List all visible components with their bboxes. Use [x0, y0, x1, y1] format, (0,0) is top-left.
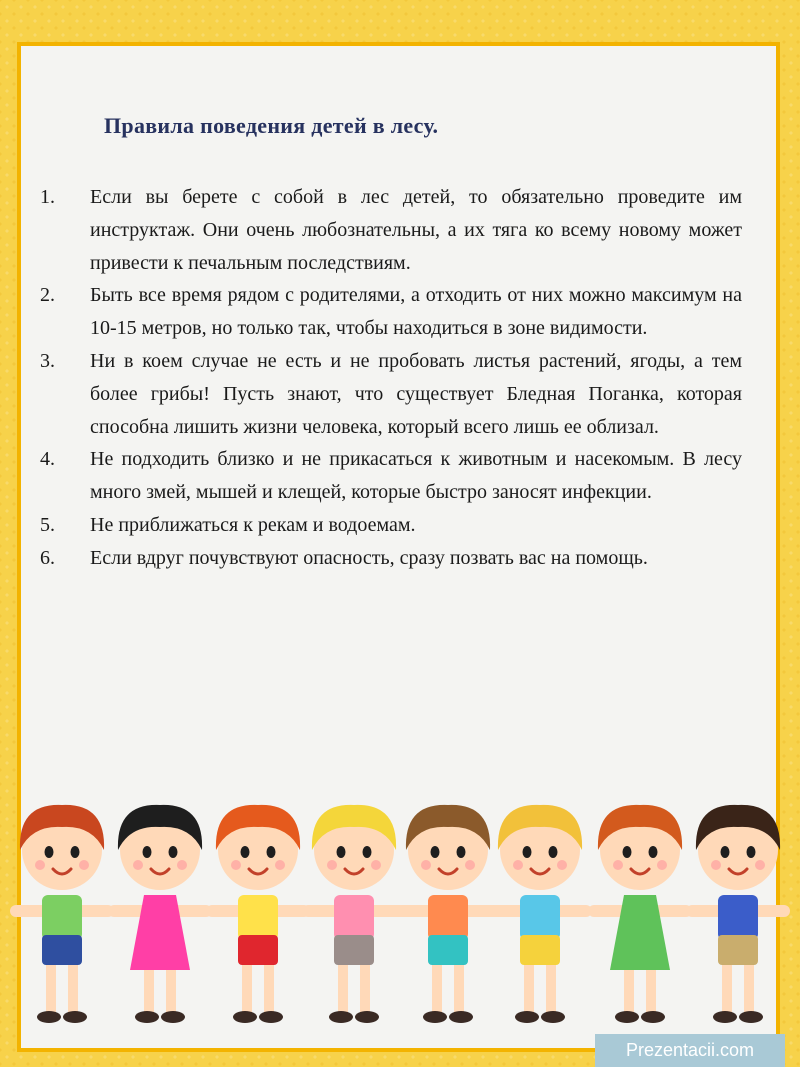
list-item-number: 3.: [40, 349, 55, 372]
list-item: [40, 509, 742, 542]
child-figure: [396, 805, 500, 1023]
list-item: [40, 542, 742, 575]
child-figure: [686, 805, 790, 1023]
rules-list: [40, 181, 742, 575]
page-title: Правила поведения детей в лесу.: [104, 113, 439, 138]
list-item-number: 2.: [40, 284, 55, 307]
child-figure: [488, 805, 592, 1023]
child-figure: [108, 805, 212, 1023]
list-item-text: Ни в коем случае не есть и не пробовать листья растений, ягоды, а тем более грибы! Пусть знают, что существует Бледная Поганка, которая способна лишить жизни человека, который всего лишь ее облизал.: [90, 349, 742, 438]
list-item-number: 5.: [40, 513, 55, 536]
child-figure: [206, 805, 310, 1023]
watermark: Prezentacii.com: [595, 1034, 785, 1067]
list-item-number: 4.: [40, 448, 55, 471]
list-item-number: 1.: [40, 186, 55, 208]
list-item: [40, 345, 742, 443]
list-item-text: Быть все время рядом с родителями, а отходить от них можно максимум на 10-15 метров, но только так, чтобы находиться в зоне видимости.: [90, 284, 742, 340]
child-figure: [588, 805, 692, 1023]
list-item: [40, 181, 742, 279]
list-item-text: Не подходить близко и не прикасаться к животным и насекомым. В лесу много змей, мышей и клещей, которые быстро заносят инфекции.: [90, 448, 742, 504]
list-item-text: Не приближаться к рекам и водоемам.: [90, 513, 416, 536]
child-figure: [10, 805, 114, 1023]
list-item-text: Если вы берете с собой в лес детей, то обязательно проведите им инструктаж. Они очень любознательны, а их тяга ко всему новому может привести к печальным последствиям.: [90, 186, 742, 274]
list-item-number: 6.: [40, 546, 55, 569]
child-figure: [302, 805, 406, 1023]
list-item: [40, 279, 742, 345]
list-item-text: Если вдруг почувствуют опасность, сразу позвать вас на помощь.: [90, 546, 648, 569]
children-illustration: [0, 755, 800, 1045]
list-item: [40, 443, 742, 509]
